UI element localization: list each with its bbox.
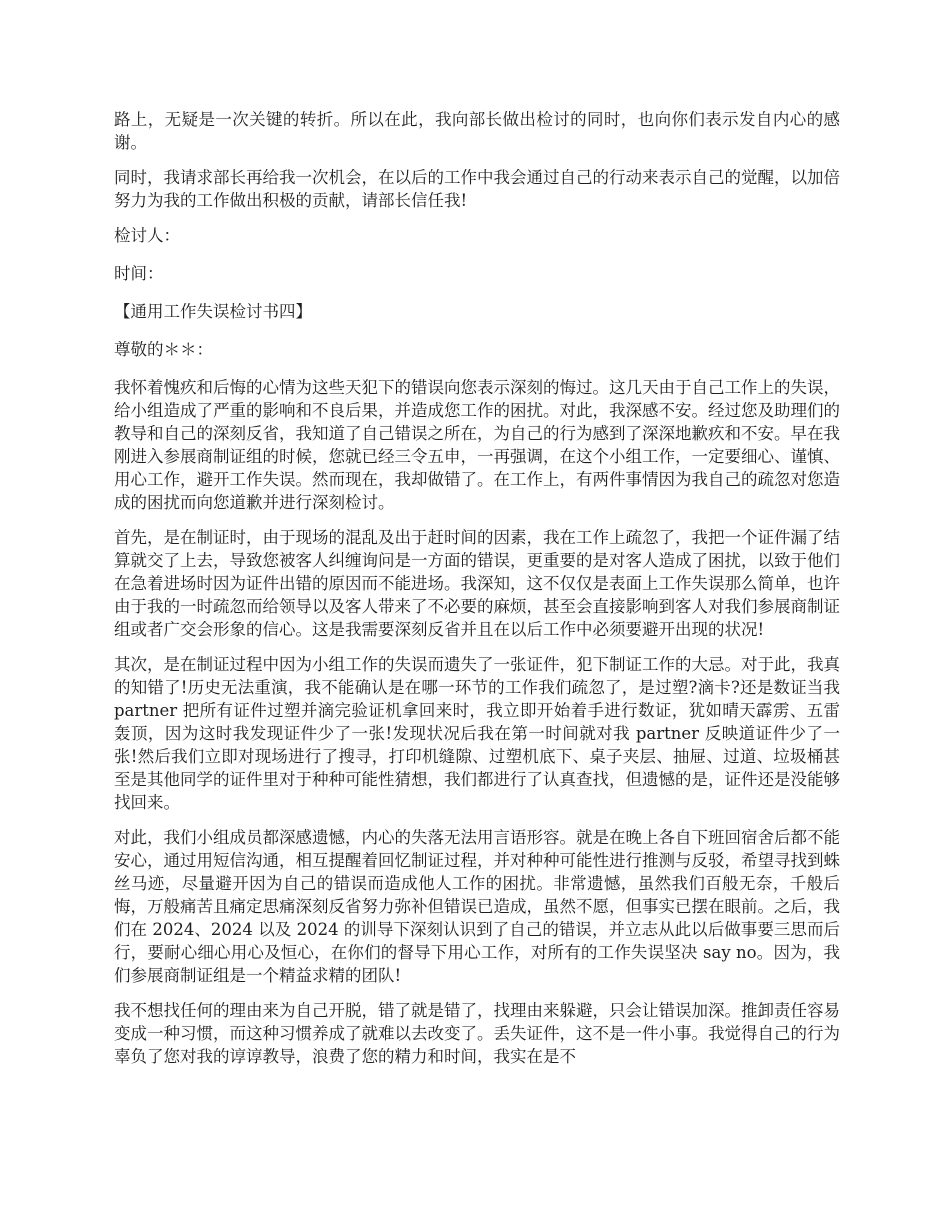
- document-body: [114, 108, 840, 1080]
- paragraph-second-mistake: 其次，是在制证过程中因为小组工作的失误而遗失了一张证件，犯下制证工作的大忌。对于此，我真的知错了!历史无法重演，我不能确认是在哪一环节的工作我们疏忽了，是过塑?滴卡?还是数证当我 partner 把所有证件过塑并滴完验证机拿回来时，我立即开始着手进行数证，犹如晴天霹雳、五雷轰顶，因为这时我发现证件少了一张!发现状况后我在第一时间就对我 partner 反映道证件少了一张!然后我们立即对现场进行了搜寻，打印机缝隙、过塑机底下、桌子夹层、抽屉、过道、垃圾桶甚至是其他同学的证件里对于种种可能性猜想，我们都进行了认真查找，但遗憾的是，证件还是没能够找回来。: [114, 655, 840, 812]
- paragraph-closing-thanks: 路上，无疑是一次关键的转折。所以在此，我向部长做出检讨的同时，也向你们表示发自内心的感谢。: [114, 110, 840, 152]
- signature-reviewer-label: 检讨人：: [114, 226, 180, 245]
- paragraph-first-mistake: 首先，是在制证时，由于现场的混乱及出于赶时间的因素，我在工作上疏忽了，我把一个证件漏了结算就交了上去，导致您被客人纠缠询问是一方面的错误，更重要的是对客人造成了困扰，以致于他们在急着进场时因为证件出错的原因而不能进场。我深知，这不仅仅是表面上工作失误那么简单，也许由于我的一时疏忽而给领导以及客人带来了不必要的麻烦，甚至会直接影响到客人对我们参展商制证组或者广交会形象的信心。这是我需要深刻反省并且在以后工作中必须要避开出现的状况!: [114, 528, 840, 639]
- paragraph-introduction: 我怀着愧疚和后悔的心情为这些天犯下的错误向您表示深刻的悔过。这几天由于自己工作上的失误，给小组造成了严重的影响和不良后果，并造成您工作的困扰。对此，我深感不安。经过您及助理们的教导和自己的深刻反省，我知道了自己错误之所在，为自己的行为感到了深深地歉疚和不安。早在我刚进入参展商制证组的时候，您就已经三令五申，一再强调，在这个小组工作，一定要细心、谨慎、用心工作，避开工作失误。然而现在，我却做错了。在工作上，有两件事情因为我自己的疏忽对您造成的困扰而向您道歉并进行深刻检讨。: [114, 378, 840, 512]
- paragraph-request-chance: 同时，我请求部长再给我一次机会，在以后的工作中我会通过自己的行动来表示自己的觉醒，以加倍努力为我的工作做出积极的贡献，请部长信任我!: [114, 168, 840, 210]
- paragraph-team-regret: 对此，我们小组成员都深感遗憾，内心的失落无法用言语形容。就是在晚上各自下班回宿舍后都不能安心，通过用短信沟通，相互提醒着回忆制证过程，并对种种可能性进行推测与反驳，希望寻找到蛛丝马迹，尽量避开因为自己的错误而造成他人工作的困扰。非常遗憾，虽然我们百般无奈，千般后悔，万般痛苦且痛定思痛深刻反省努力弥补但错误已造成，虽然不愿，但事实已摆在眼前。之后，我们在 2024、2024 以及 2024 的训导下深刻认识到了自己的错误，并立志从此以后做事要三思而后行，要耐心细心用心及恒心，在你们的督导下用心工作，对所有的工作失误坚决 say no。因为，我们参展商制证组是一个精益求精的团队!: [114, 828, 840, 985]
- salutation: 尊敬的＊＊：: [114, 340, 213, 359]
- signature-date-label: 时间：: [114, 264, 164, 283]
- paragraph-no-excuses: 我不想找任何的理由来为自己开脱，错了就是错了，找理由来躲避，只会让错误加深。推卸责任容易变成一种习惯，而这种习惯养成了就难以去改变了。丢失证件，这不是一件小事。我觉得自己的行为辜负了您对我的谆谆教导，浪费了您的精力和时间，我实在是不: [114, 1001, 840, 1066]
- section-heading: 【通用工作失误检讨书四】: [114, 302, 312, 321]
